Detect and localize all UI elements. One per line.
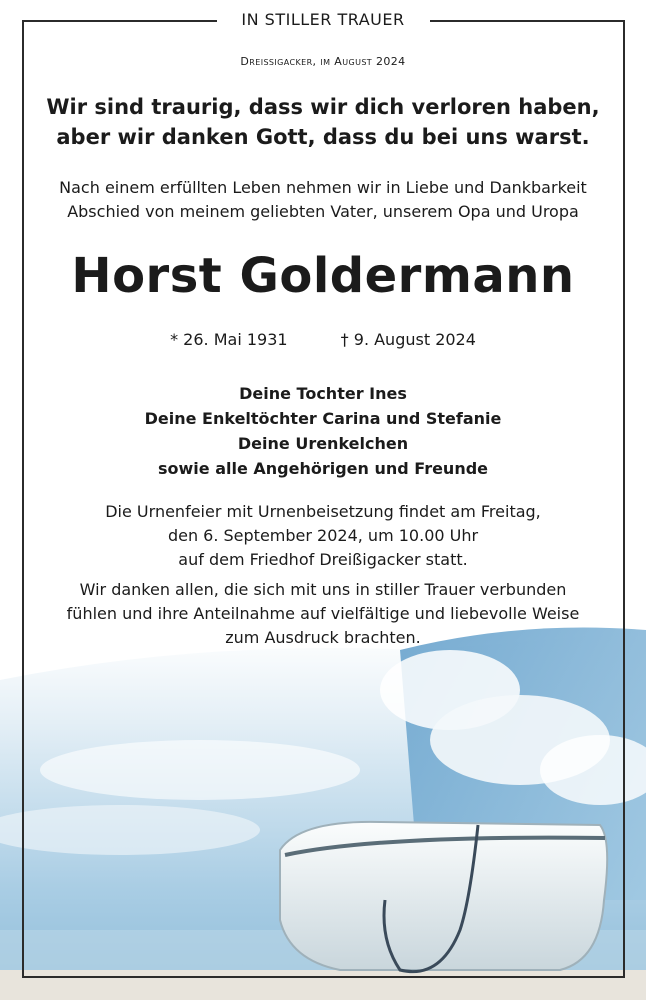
mourner-line: sowie alle Angehörigen und Freunde	[157, 459, 489, 478]
deceased-name: Horst Goldermann	[71, 248, 575, 304]
service-line: auf dem Friedhof Dreißigacker statt.	[178, 550, 468, 569]
death-date: † 9. August 2024	[340, 330, 476, 349]
thanks-line: zum Ausdruck brachten.	[225, 628, 421, 647]
life-dates	[0, 330, 646, 349]
frame-right	[623, 20, 625, 978]
intro-line: Nach einem erfüllten Leben nehmen wir in Liebe und Dankbarkeit	[59, 178, 587, 197]
motto-line: Wir sind traurig, dass wir dich verloren haben,	[46, 95, 600, 119]
thanks-text	[0, 578, 646, 650]
thanks-line: Wir danken allen, die sich mit uns in stiller Trauer verbunden	[79, 580, 567, 599]
frame-left	[22, 20, 24, 978]
service-line: den 6. September 2024, um 10.00 Uhr	[167, 526, 479, 545]
mourner-line: Deine Tochter Ines	[239, 384, 407, 403]
motto	[0, 92, 646, 152]
funeral-service-info	[0, 500, 646, 572]
boat-beach-photo	[0, 600, 646, 1000]
intro-text	[0, 176, 646, 224]
frame-bottom	[22, 976, 625, 978]
mourners-list	[0, 381, 646, 481]
service-line: Die Urnenfeier mit Urnenbeisetzung findet am Freitag,	[105, 502, 541, 521]
intro-line: Abschied von meinem geliebten Vater, unserem Opa und Uropa	[67, 202, 579, 221]
mourner-line: Deine Urenkelchen	[237, 434, 409, 453]
motto-line: aber wir danken Gott, dass du bei uns warst.	[56, 125, 590, 149]
mourner-line: Deine Enkeltöchter Carina und Stefanie	[144, 409, 502, 428]
notice-header	[0, 10, 646, 29]
thanks-line: fühlen und ihre Anteilnahme auf vielfältige und liebevolle Weise	[66, 604, 580, 623]
header-title: IN STILLER TRAUER	[227, 10, 418, 29]
birth-date: * 26. Mai 1931	[170, 330, 288, 349]
place-date: Dreissigacker, im August 2024	[240, 55, 406, 68]
